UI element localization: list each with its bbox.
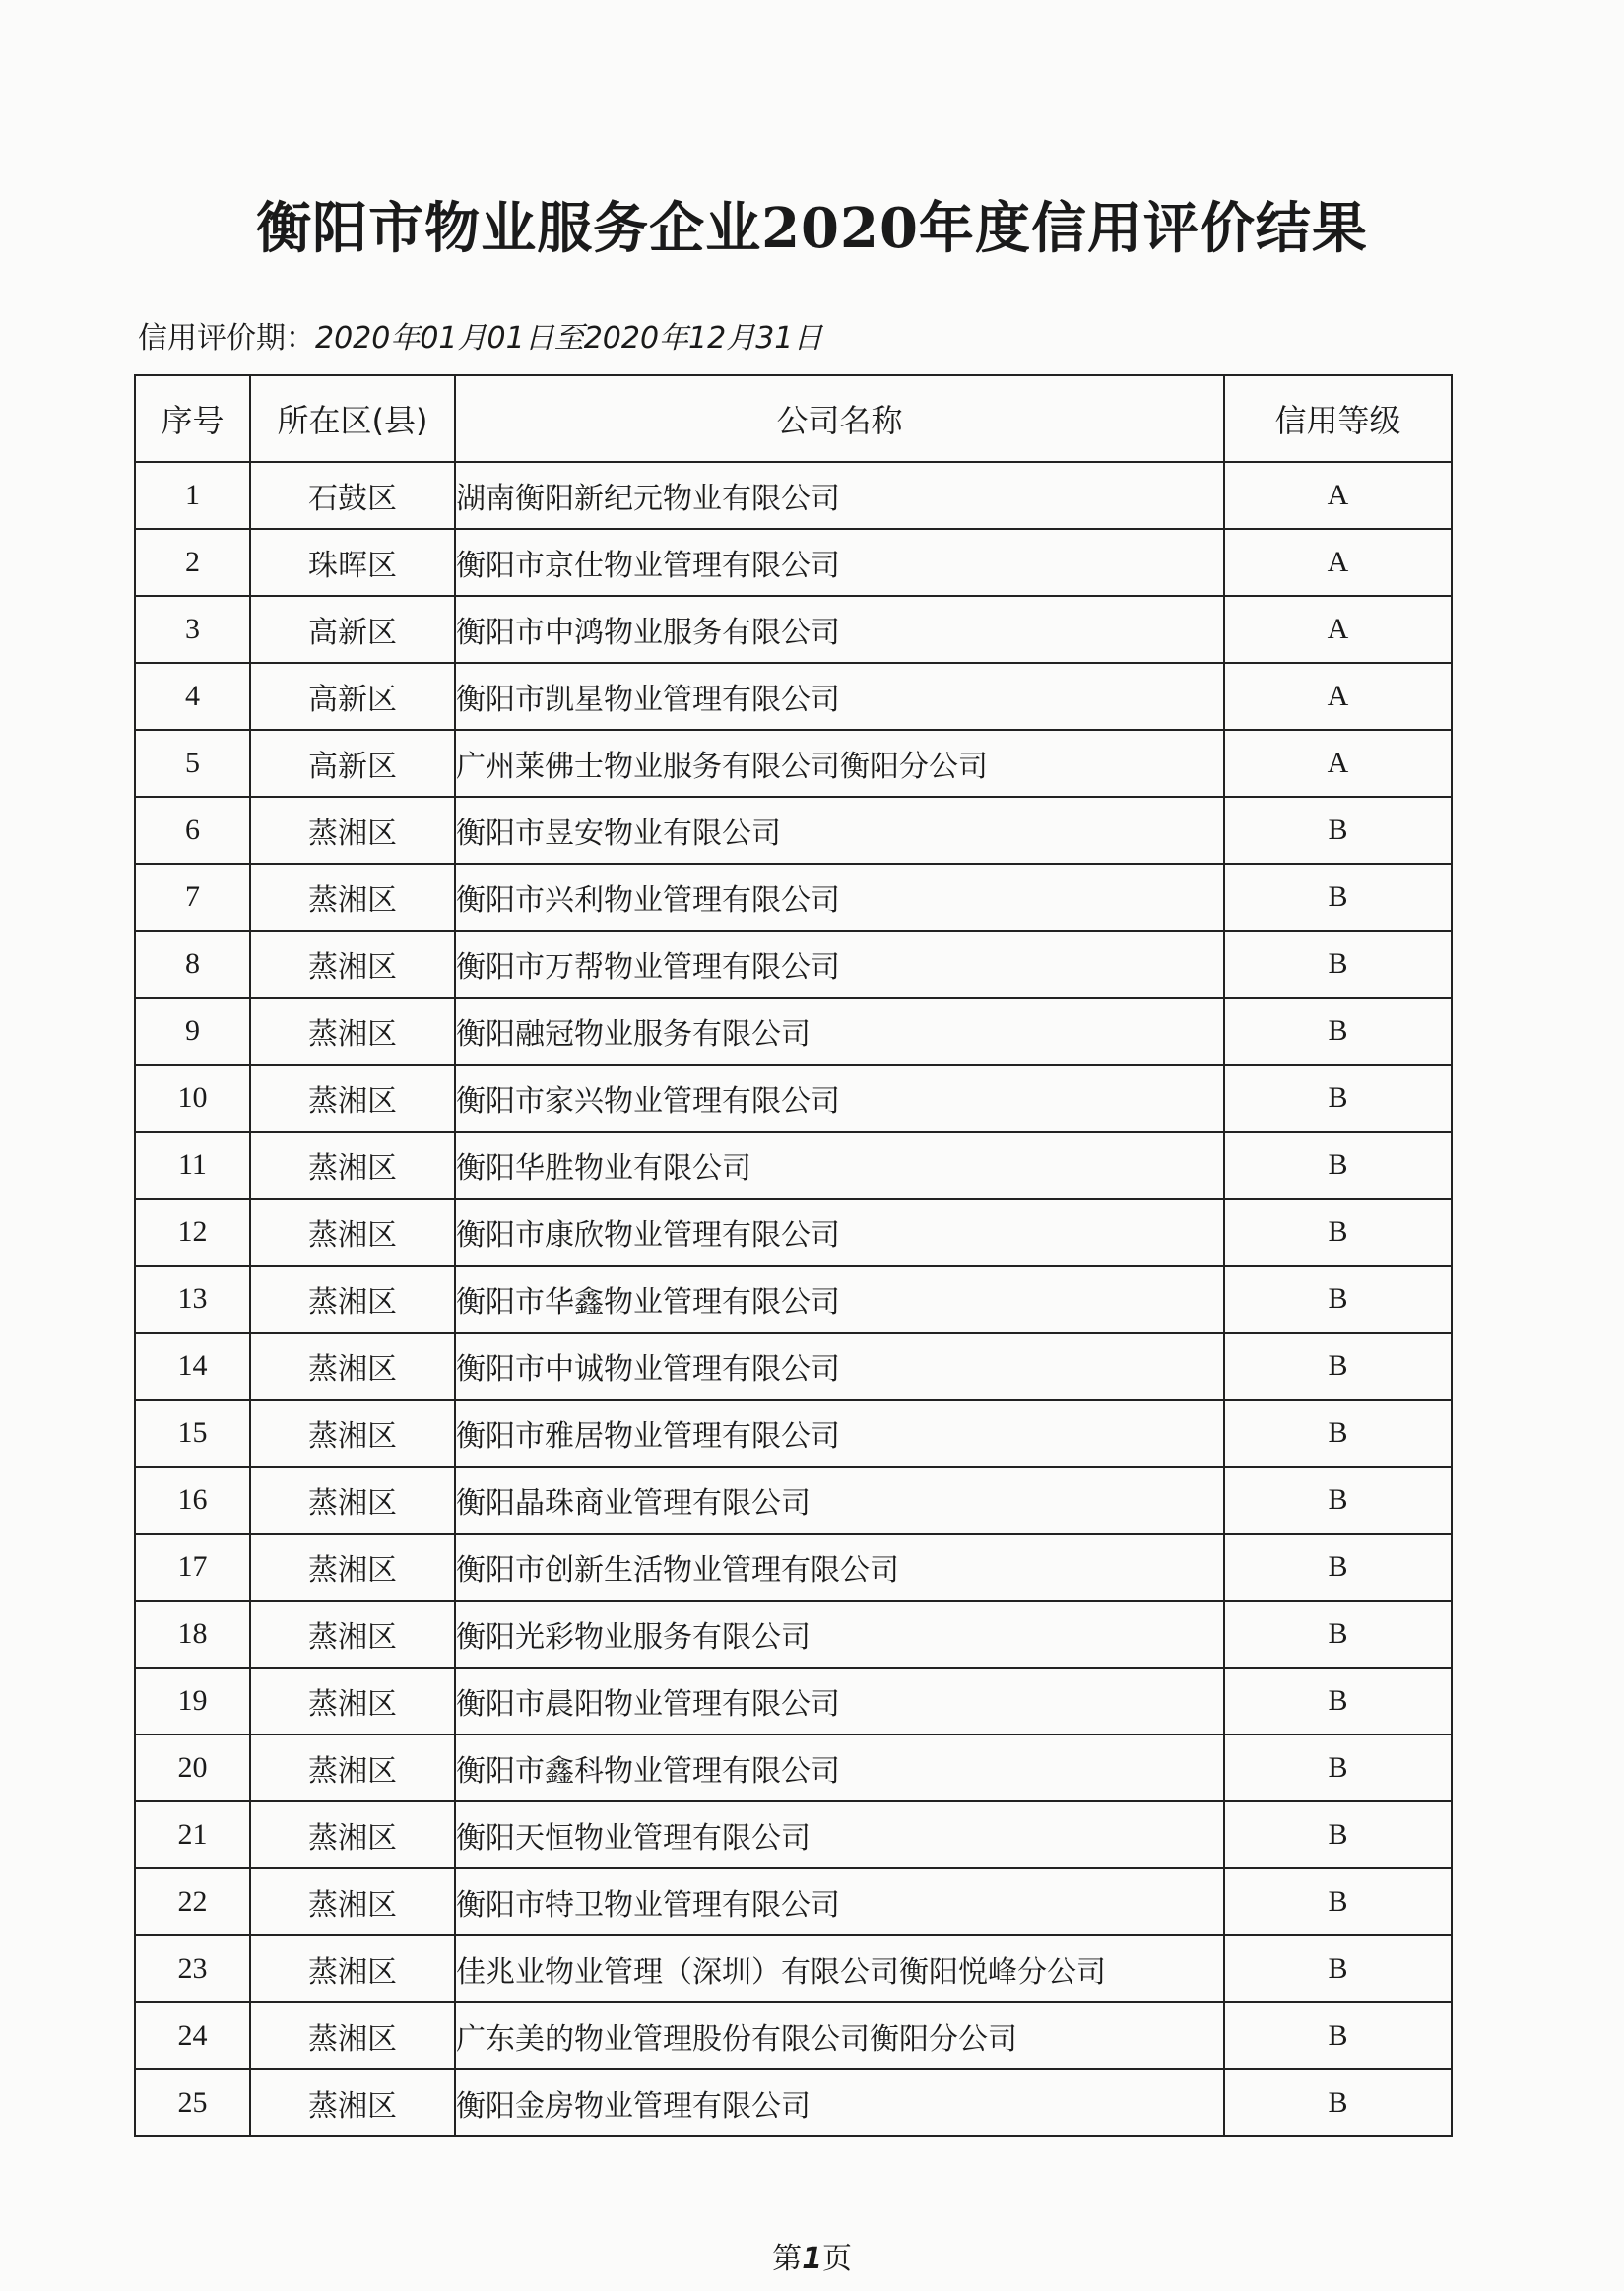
cell-company: 衡阳华胜物业有限公司 bbox=[455, 1132, 1224, 1199]
cell-no: 15 bbox=[135, 1400, 250, 1467]
cell-district: 高新区 bbox=[250, 663, 455, 730]
table-row bbox=[135, 1534, 1452, 1601]
table-row bbox=[135, 529, 1452, 596]
cell-district: 蒸湘区 bbox=[250, 864, 455, 931]
period-dates: 2020年01月01日至2020年12月31日 bbox=[315, 321, 823, 356]
cell-district: 蒸湘区 bbox=[250, 998, 455, 1065]
table-row bbox=[135, 2002, 1452, 2069]
table-row bbox=[135, 730, 1452, 797]
cell-grade: B bbox=[1224, 1735, 1452, 1801]
cell-no: 21 bbox=[135, 1801, 250, 1868]
cell-no: 5 bbox=[135, 730, 250, 797]
cell-company: 衡阳天恒物业管理有限公司 bbox=[455, 1801, 1224, 1868]
cell-no: 16 bbox=[135, 1467, 250, 1534]
cell-company: 衡阳市鑫科物业管理有限公司 bbox=[455, 1735, 1224, 1801]
cell-grade: B bbox=[1224, 931, 1452, 998]
table-row bbox=[135, 1868, 1452, 1935]
cell-company: 衡阳市昱安物业有限公司 bbox=[455, 797, 1224, 864]
table-row bbox=[135, 864, 1452, 931]
cell-district: 蒸湘区 bbox=[250, 1333, 455, 1400]
cell-company: 广东美的物业管理股份有限公司衡阳分公司 bbox=[455, 2002, 1224, 2069]
cell-no: 11 bbox=[135, 1132, 250, 1199]
cell-no: 6 bbox=[135, 797, 250, 864]
cell-district: 高新区 bbox=[250, 596, 455, 663]
cell-grade: B bbox=[1224, 797, 1452, 864]
cell-company: 衡阳市兴利物业管理有限公司 bbox=[455, 864, 1224, 931]
cell-company: 衡阳市雅居物业管理有限公司 bbox=[455, 1400, 1224, 1467]
cell-grade: B bbox=[1224, 1132, 1452, 1199]
cell-grade: B bbox=[1224, 1801, 1452, 1868]
cell-no: 18 bbox=[135, 1601, 250, 1668]
cell-no: 12 bbox=[135, 1199, 250, 1266]
cell-grade: B bbox=[1224, 1199, 1452, 1266]
table-row bbox=[135, 1935, 1452, 2002]
cell-district: 珠晖区 bbox=[250, 529, 455, 596]
evaluation-period bbox=[138, 313, 822, 357]
cell-company: 衡阳市中诚物业管理有限公司 bbox=[455, 1333, 1224, 1400]
cell-company: 衡阳市家兴物业管理有限公司 bbox=[455, 1065, 1224, 1132]
cell-grade: B bbox=[1224, 1400, 1452, 1467]
cell-district: 蒸湘区 bbox=[250, 1601, 455, 1668]
cell-no: 4 bbox=[135, 663, 250, 730]
cell-grade: B bbox=[1224, 1065, 1452, 1132]
cell-no: 1 bbox=[135, 462, 250, 529]
cell-grade: A bbox=[1224, 462, 1452, 529]
table-row bbox=[135, 1065, 1452, 1132]
cell-grade: A bbox=[1224, 596, 1452, 663]
cell-district: 蒸湘区 bbox=[250, 1534, 455, 1601]
table-row bbox=[135, 1668, 1452, 1735]
cell-no: 20 bbox=[135, 1735, 250, 1801]
header-no: 序号 bbox=[135, 375, 250, 462]
cell-district: 蒸湘区 bbox=[250, 1801, 455, 1868]
header-company: 公司名称 bbox=[455, 375, 1224, 462]
cell-no: 23 bbox=[135, 1935, 250, 2002]
page-footer bbox=[0, 2234, 1624, 2277]
cell-district: 蒸湘区 bbox=[250, 1467, 455, 1534]
cell-company: 衡阳晶珠商业管理有限公司 bbox=[455, 1467, 1224, 1534]
cell-district: 蒸湘区 bbox=[250, 1400, 455, 1467]
table-row bbox=[135, 2069, 1452, 2136]
cell-district: 高新区 bbox=[250, 730, 455, 797]
credit-rating-table bbox=[134, 374, 1453, 2137]
table-row bbox=[135, 797, 1452, 864]
cell-company: 衡阳市华鑫物业管理有限公司 bbox=[455, 1266, 1224, 1333]
table-row bbox=[135, 1333, 1452, 1400]
cell-no: 19 bbox=[135, 1668, 250, 1735]
cell-no: 10 bbox=[135, 1065, 250, 1132]
cell-company: 衡阳市康欣物业管理有限公司 bbox=[455, 1199, 1224, 1266]
cell-grade: B bbox=[1224, 998, 1452, 1065]
period-label: 信用评价期： bbox=[138, 321, 315, 356]
cell-no: 2 bbox=[135, 529, 250, 596]
table-row bbox=[135, 1266, 1452, 1333]
table-row bbox=[135, 1132, 1452, 1199]
cell-district: 蒸湘区 bbox=[250, 1266, 455, 1333]
cell-company: 衡阳市万帮物业管理有限公司 bbox=[455, 931, 1224, 998]
cell-company: 衡阳市晨阳物业管理有限公司 bbox=[455, 1668, 1224, 1735]
cell-no: 17 bbox=[135, 1534, 250, 1601]
table-row bbox=[135, 663, 1452, 730]
cell-no: 9 bbox=[135, 998, 250, 1065]
table-row bbox=[135, 931, 1452, 998]
cell-district: 蒸湘区 bbox=[250, 1735, 455, 1801]
cell-no: 3 bbox=[135, 596, 250, 663]
table-row bbox=[135, 1400, 1452, 1467]
cell-grade: A bbox=[1224, 730, 1452, 797]
cell-no: 8 bbox=[135, 931, 250, 998]
cell-grade: B bbox=[1224, 864, 1452, 931]
table-row bbox=[135, 1467, 1452, 1534]
cell-no: 13 bbox=[135, 1266, 250, 1333]
cell-company: 衡阳市凯星物业管理有限公司 bbox=[455, 663, 1224, 730]
cell-no: 24 bbox=[135, 2002, 250, 2069]
cell-district: 蒸湘区 bbox=[250, 1868, 455, 1935]
cell-grade: B bbox=[1224, 1266, 1452, 1333]
footer-prefix: 第 bbox=[772, 2242, 803, 2276]
table-row bbox=[135, 1735, 1452, 1801]
cell-grade: B bbox=[1224, 1333, 1452, 1400]
table-row bbox=[135, 1199, 1452, 1266]
table-row bbox=[135, 1801, 1452, 1868]
cell-company: 衡阳市创新生活物业管理有限公司 bbox=[455, 1534, 1224, 1601]
table-body bbox=[135, 462, 1452, 2136]
cell-grade: B bbox=[1224, 1668, 1452, 1735]
cell-district: 蒸湘区 bbox=[250, 1199, 455, 1266]
cell-company: 衡阳光彩物业服务有限公司 bbox=[455, 1601, 1224, 1668]
cell-district: 蒸湘区 bbox=[250, 1065, 455, 1132]
cell-company: 佳兆业物业管理（深圳）有限公司衡阳悦峰分公司 bbox=[455, 1935, 1224, 2002]
cell-grade: A bbox=[1224, 663, 1452, 730]
cell-grade: A bbox=[1224, 529, 1452, 596]
cell-company: 衡阳金房物业管理有限公司 bbox=[455, 2069, 1224, 2136]
table-row bbox=[135, 462, 1452, 529]
cell-grade: B bbox=[1224, 1467, 1452, 1534]
cell-company: 衡阳市京仕物业管理有限公司 bbox=[455, 529, 1224, 596]
cell-district: 蒸湘区 bbox=[250, 931, 455, 998]
cell-company: 广州莱佛士物业服务有限公司衡阳分公司 bbox=[455, 730, 1224, 797]
cell-grade: B bbox=[1224, 1935, 1452, 2002]
table-row bbox=[135, 596, 1452, 663]
header-district: 所在区(县) bbox=[250, 375, 455, 462]
cell-district: 蒸湘区 bbox=[250, 1132, 455, 1199]
cell-district: 蒸湘区 bbox=[250, 1668, 455, 1735]
cell-district: 蒸湘区 bbox=[250, 2069, 455, 2136]
table-header-row bbox=[135, 375, 1452, 462]
table-row bbox=[135, 998, 1452, 1065]
cell-no: 14 bbox=[135, 1333, 250, 1400]
cell-district: 石鼓区 bbox=[250, 462, 455, 529]
cell-company: 湖南衡阳新纪元物业有限公司 bbox=[455, 462, 1224, 529]
cell-grade: B bbox=[1224, 1534, 1452, 1601]
cell-grade: B bbox=[1224, 1868, 1452, 1935]
page-number: 1 bbox=[802, 2242, 822, 2276]
cell-district: 蒸湘区 bbox=[250, 2002, 455, 2069]
cell-district: 蒸湘区 bbox=[250, 797, 455, 864]
cell-company: 衡阳市中鸿物业服务有限公司 bbox=[455, 596, 1224, 663]
cell-no: 7 bbox=[135, 864, 250, 931]
table-row bbox=[135, 1601, 1452, 1668]
document-title: 衡阳市物业服务企业2020年度信用评价结果 bbox=[256, 196, 1368, 261]
cell-grade: B bbox=[1224, 2002, 1452, 2069]
header-grade: 信用等级 bbox=[1224, 375, 1452, 462]
footer-suffix: 页 bbox=[821, 2242, 852, 2276]
cell-grade: B bbox=[1224, 1601, 1452, 1668]
cell-no: 25 bbox=[135, 2069, 250, 2136]
cell-company: 衡阳市特卫物业管理有限公司 bbox=[455, 1868, 1224, 1935]
cell-company: 衡阳融冠物业服务有限公司 bbox=[455, 998, 1224, 1065]
cell-grade: B bbox=[1224, 2069, 1452, 2136]
cell-no: 22 bbox=[135, 1868, 250, 1935]
cell-district: 蒸湘区 bbox=[250, 1935, 455, 2002]
